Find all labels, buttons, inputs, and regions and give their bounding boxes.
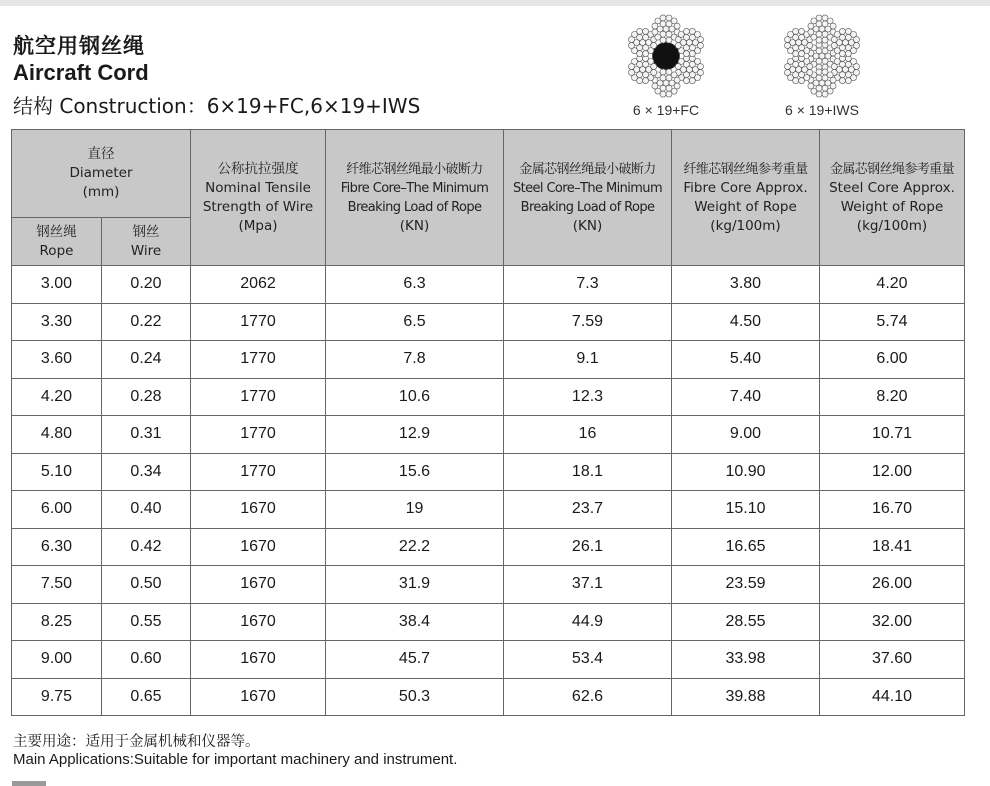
cell-rope: 4.80 [12,416,102,454]
header-diameter-unit: (mm) [82,184,120,200]
table-row [12,678,965,716]
cell-rope: 3.60 [12,341,102,379]
cell-tensile: 1670 [191,678,326,716]
cell-fibre-break: 6.3 [326,266,504,304]
cell-steel-break: 62.6 [504,678,672,716]
table-header [12,130,965,266]
cell-fibre-break: 31.9 [326,566,504,604]
table-row [12,303,965,341]
cell-rope: 6.00 [12,491,102,529]
header-steel-break-zh: 金属芯钢丝绳最小破断力 [519,161,656,177]
header-steel-break-en-1: Steel Core–The Minimum [512,180,663,196]
cell-steel-weight: 8.20 [820,378,965,416]
cell-tensile: 1770 [191,341,326,379]
header-steel-break-unit: (KN) [572,217,603,234]
fibre-core-caption: 6 × 19+FC [632,102,700,118]
fibre-core-figure [606,14,726,118]
header-fibre-break-en-1: Fibre Core–The Minimum [340,180,489,196]
cell-steel-weight: 6.00 [820,341,965,379]
header-wire [102,218,191,266]
cell-steel-weight: 5.74 [820,303,965,341]
cell-fibre-weight: 39.88 [672,678,820,716]
cell-tensile: 1670 [191,491,326,529]
header-fibre-weight-zh: 纤维芯钢丝绳参考重量 [683,161,808,177]
cell-rope: 9.00 [12,641,102,679]
header-steel-weight [820,130,965,266]
header-steel-break-en-2: Breaking Load of Rope [520,199,655,215]
applications-note-chinese: 主要用途：适用于金属机械和仪器等。 [13,734,260,750]
cell-wire: 0.31 [102,416,191,454]
header-fibre-break [326,130,504,266]
cell-rope: 4.20 [12,378,102,416]
cell-fibre-break: 10.6 [326,378,504,416]
top-border-strip [0,0,990,6]
cell-steel-break: 44.9 [504,603,672,641]
cell-wire: 0.42 [102,528,191,566]
table-row [12,603,965,641]
steel-core-rope-cross-section-icon [780,14,864,98]
cell-rope: 7.50 [12,566,102,604]
header-rope-en: Rope [39,242,74,259]
cell-wire: 0.60 [102,641,191,679]
table-row [12,453,965,491]
cell-steel-weight: 4.20 [820,266,965,304]
cell-steel-break: 18.1 [504,453,672,491]
header-fibre-weight-en-2: Weight of Rope [694,198,797,215]
cell-wire: 0.40 [102,491,191,529]
cell-wire: 0.28 [102,378,191,416]
cell-fibre-weight: 4.50 [672,303,820,341]
cell-wire: 0.24 [102,341,191,379]
cell-steel-break: 12.3 [504,378,672,416]
header-diameter-zh: 直径 [87,146,115,162]
cell-tensile: 1670 [191,641,326,679]
cell-rope: 3.30 [12,303,102,341]
cell-fibre-weight: 5.40 [672,341,820,379]
table-row [12,266,965,304]
cell-wire: 0.22 [102,303,191,341]
cell-tensile: 1770 [191,378,326,416]
table-row [12,641,965,679]
table-row [12,378,965,416]
applications-note-english: Main Applications:Suitable for important machinery and instrument. [13,751,458,768]
header-steel-weight-unit: (kg/100m) [856,217,928,234]
cell-fibre-break: 6.5 [326,303,504,341]
cell-tensile: 1670 [191,603,326,641]
header-fibre-weight-en-1: Fibre Core Approx. [683,179,808,196]
header-tensile-en-2: Strength of Wire [202,198,314,215]
page-title-chinese: 航空用钢丝绳 [13,34,145,58]
header-tensile-unit: (Mpa) [238,217,278,234]
cell-steel-weight: 32.00 [820,603,965,641]
header-tensile-en-1: Nominal Tensile [205,179,311,196]
header-fibre-break-unit: (KN) [399,217,430,234]
cell-steel-weight: 18.41 [820,528,965,566]
header-fibre-weight-unit: (kg/100m) [710,217,781,234]
cell-fibre-weight: 23.59 [672,566,820,604]
cell-fibre-weight: 9.00 [672,416,820,454]
cell-fibre-break: 38.4 [326,603,504,641]
cell-wire: 0.50 [102,566,191,604]
header-rope-zh: 钢丝绳 [36,223,77,240]
cell-rope: 6.30 [12,528,102,566]
table-row [12,491,965,529]
cell-tensile: 1670 [191,528,326,566]
cell-steel-weight: 10.71 [820,416,965,454]
cell-tensile: 1770 [191,303,326,341]
cell-fibre-break: 50.3 [326,678,504,716]
header-steel-weight-en-2: Weight of Rope [840,198,944,215]
header-diameter-en: Diameter [69,165,133,181]
cell-fibre-weight: 15.10 [672,491,820,529]
steel-core-figure [762,14,882,118]
cell-rope: 9.75 [12,678,102,716]
cell-steel-break: 53.4 [504,641,672,679]
header-fibre-break-zh: 纤维芯钢丝绳最小破断力 [346,161,483,177]
bottom-gray-mark [12,781,46,786]
cell-fibre-weight: 33.98 [672,641,820,679]
cell-fibre-weight: 28.55 [672,603,820,641]
cell-steel-weight: 16.70 [820,491,965,529]
cell-steel-break: 16 [504,416,672,454]
table-row [12,566,965,604]
cell-fibre-break: 12.9 [326,416,504,454]
cell-tensile: 1770 [191,453,326,491]
cell-tensile: 1670 [191,566,326,604]
table-row [12,341,965,379]
header-tensile [191,130,326,266]
table-body [12,266,965,716]
cell-steel-weight: 26.00 [820,566,965,604]
cell-steel-break: 23.7 [504,491,672,529]
cell-wire: 0.20 [102,266,191,304]
cell-fibre-break: 19 [326,491,504,529]
steel-core-caption: 6 × 19+IWS [785,102,859,118]
cell-rope: 8.25 [12,603,102,641]
header-tensile-zh: 公称抗拉强度 [217,160,299,177]
cell-fibre-weight: 3.80 [672,266,820,304]
cell-wire: 0.55 [102,603,191,641]
header-diameter [12,130,191,218]
cell-steel-weight: 44.10 [820,678,965,716]
cell-steel-break: 37.1 [504,566,672,604]
cell-tensile: 2062 [191,266,326,304]
cell-steel-break: 9.1 [504,341,672,379]
cell-steel-weight: 12.00 [820,453,965,491]
cell-steel-break: 7.3 [504,266,672,304]
cell-fibre-break: 15.6 [326,453,504,491]
cell-steel-break: 7.59 [504,303,672,341]
cell-fibre-break: 7.8 [326,341,504,379]
cell-fibre-weight: 16.65 [672,528,820,566]
header-steel-weight-zh: 金属芯钢丝绳参考重量 [829,161,954,177]
cell-fibre-weight: 10.90 [672,453,820,491]
table-row [12,528,965,566]
cell-tensile: 1770 [191,416,326,454]
cell-rope: 5.10 [12,453,102,491]
cell-steel-break: 26.1 [504,528,672,566]
cell-wire: 0.34 [102,453,191,491]
header-fibre-weight [672,130,820,266]
cell-fibre-break: 22.2 [326,528,504,566]
cell-steel-weight: 37.60 [820,641,965,679]
header-wire-en: Wire [130,242,162,259]
table-row [12,416,965,454]
spec-table [11,129,965,716]
cell-fibre-weight: 7.40 [672,378,820,416]
fibre-core-rope-cross-section-icon [624,14,708,98]
page-title-english: Aircraft Cord [13,60,149,85]
construction-spec: 结构 Construction：6×19+FC,6×19+IWS [13,94,421,118]
cell-rope: 3.00 [12,266,102,304]
header-rope [12,218,102,266]
header-steel-weight-en-1: Steel Core Approx. [829,179,955,196]
header-steel-break [504,130,672,266]
cell-fibre-break: 45.7 [326,641,504,679]
cell-wire: 0.65 [102,678,191,716]
header-fibre-break-en-2: Breaking Load of Rope [347,199,482,215]
header-wire-zh: 钢丝 [132,223,160,240]
